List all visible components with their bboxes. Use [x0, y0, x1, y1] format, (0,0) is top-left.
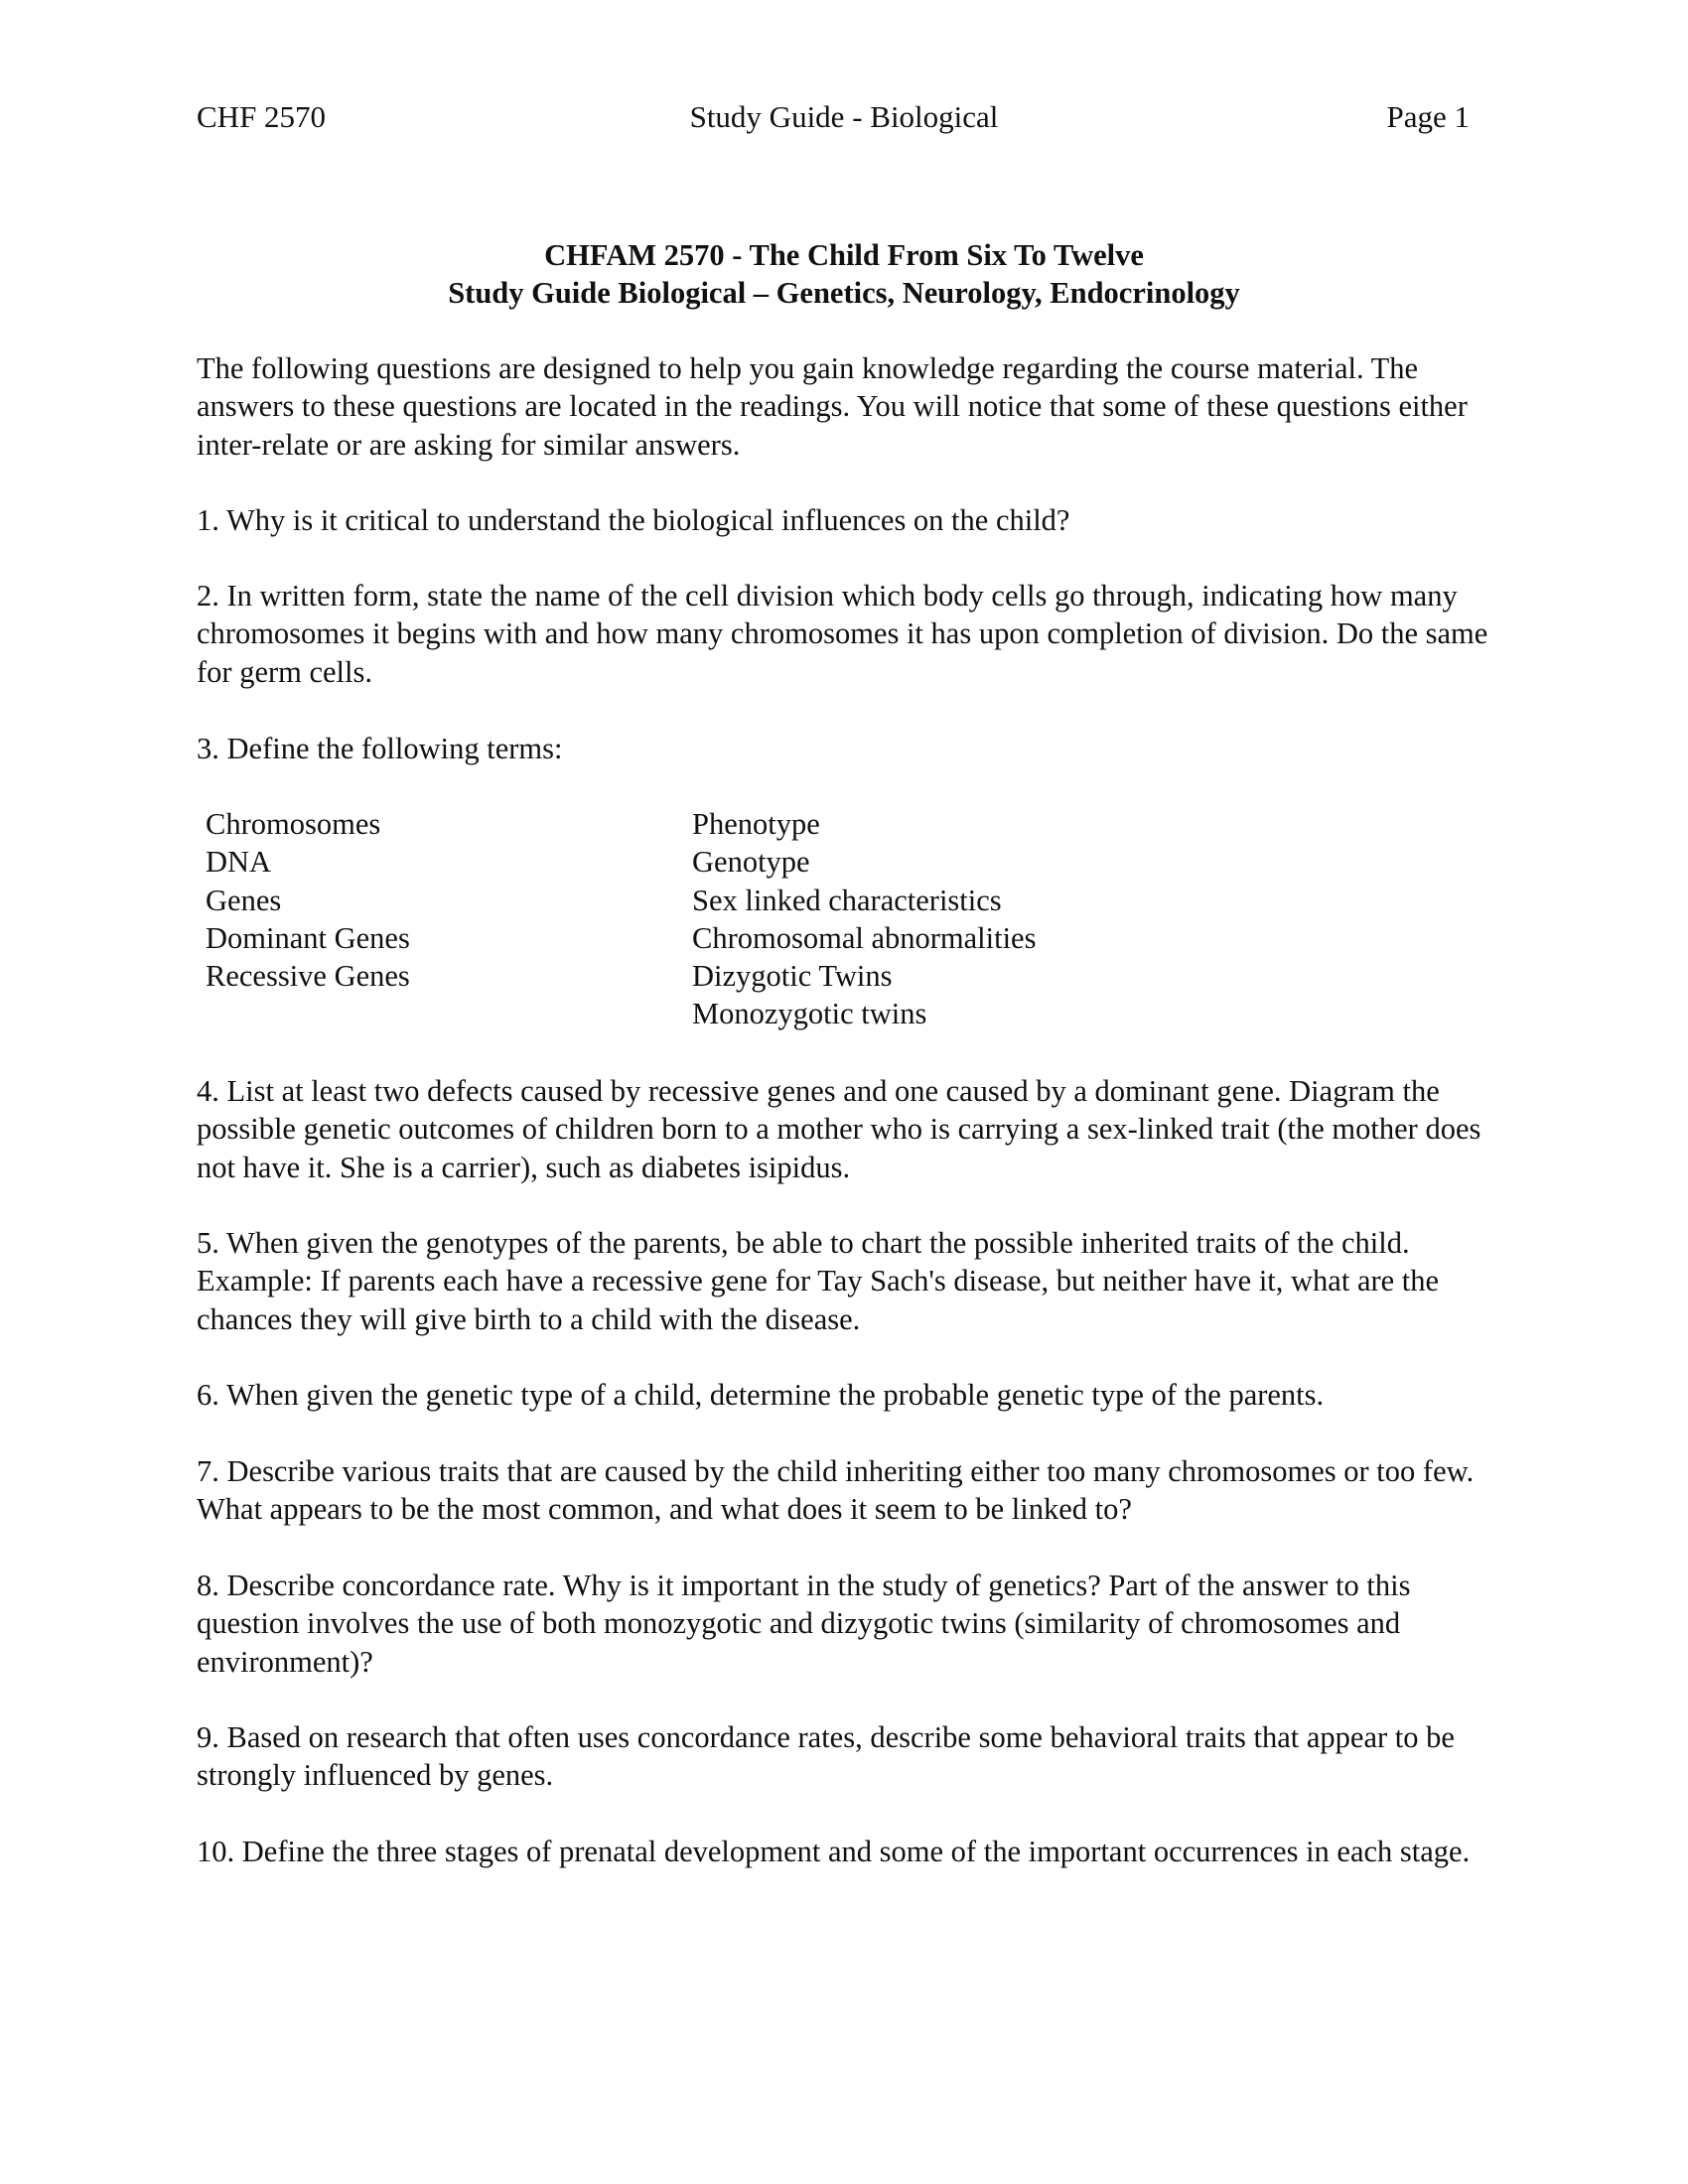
term-item: Monozygotic twins	[692, 997, 927, 1031]
header-course-code: CHF 2570	[197, 99, 327, 134]
header-page-number: Page 1	[1386, 99, 1470, 134]
header-guide-title: Study Guide - Biological	[689, 99, 999, 134]
question-3: 3. Define the following terms:	[197, 732, 563, 765]
terms-right-column	[692, 805, 1036, 1033]
title-line-1: CHFAM 2570 - The Child From Six To Twelve	[544, 238, 1144, 272]
question-5: 5. When given the genotypes of the parents, be able to chart the possible inherited traits of the child. Example: If parents each have a recessive gene for Tay Sach's disease, but neither have it, what are the chances they will give birth to a child with the disease.	[197, 1226, 1440, 1336]
question-8: 8. Describe concordance rate. Why is it important in the study of genetics? Part of the answer to this question involves the use of both monozygotic and dizygotic twins (similarity of chromosomes and environment)?	[197, 1569, 1411, 1679]
term-item: Recessive Genes	[206, 959, 410, 994]
question-6: 6. When given the genetic type of a child, determine the probable genetic type of the parents.	[197, 1378, 1325, 1412]
term-item: Sex linked characteristics	[692, 883, 1002, 917]
question-4: 4. List at least two defects caused by recessive genes and one caused by a dominant gene. Diagram the possible genetic outcomes of children born to a mother who is carrying a sex-linked trait (the mother does not have it. She is a carrier), such as diabetes isipidus.	[197, 1074, 1481, 1184]
question-9: 9. Based on research that often uses concordance rates, describe some behavioral traits that appear to be strongly influenced by genes.	[197, 1720, 1455, 1793]
question-7: 7. Describe various traits that are caused by the child inheriting either too many chromosomes or too few. What appears to be the most common, and what does it seem to be linked to?	[197, 1454, 1475, 1527]
question-2: 2. In written form, state the name of the cell division which body cells go through, indicating how many chromosomes it begins with and how many chromosomes it has upon completion of division. Do the same for germ cells.	[197, 579, 1488, 689]
question-1: 1. Why is it critical to understand the biological influences on the child?	[197, 503, 1070, 537]
term-item: Chromosomes	[206, 807, 381, 841]
term-item: Chromosomal abnormalities	[692, 920, 1037, 955]
term-item: Dizygotic Twins	[692, 959, 893, 994]
term-item: DNA	[206, 845, 272, 880]
term-item: Dominant Genes	[206, 920, 410, 955]
question-10: 10. Define the three stages of prenatal development and some of the important occurrences in each stage.	[197, 1835, 1471, 1868]
title-line-2: Study Guide Biological – Genetics, Neurology, Endocrinology	[448, 276, 1240, 310]
term-item: Genotype	[692, 845, 810, 880]
intro-paragraph: The following questions are designed to help you gain knowledge regarding the course material. The answers to these questions are located in the readings. You will notice that some of these questions either inter-relate or are asking for similar answers.	[197, 351, 1468, 462]
term-item: Genes	[206, 883, 282, 917]
terms-left-column	[206, 805, 410, 995]
term-item: Phenotype	[692, 807, 820, 841]
document-title	[0, 236, 1688, 312]
